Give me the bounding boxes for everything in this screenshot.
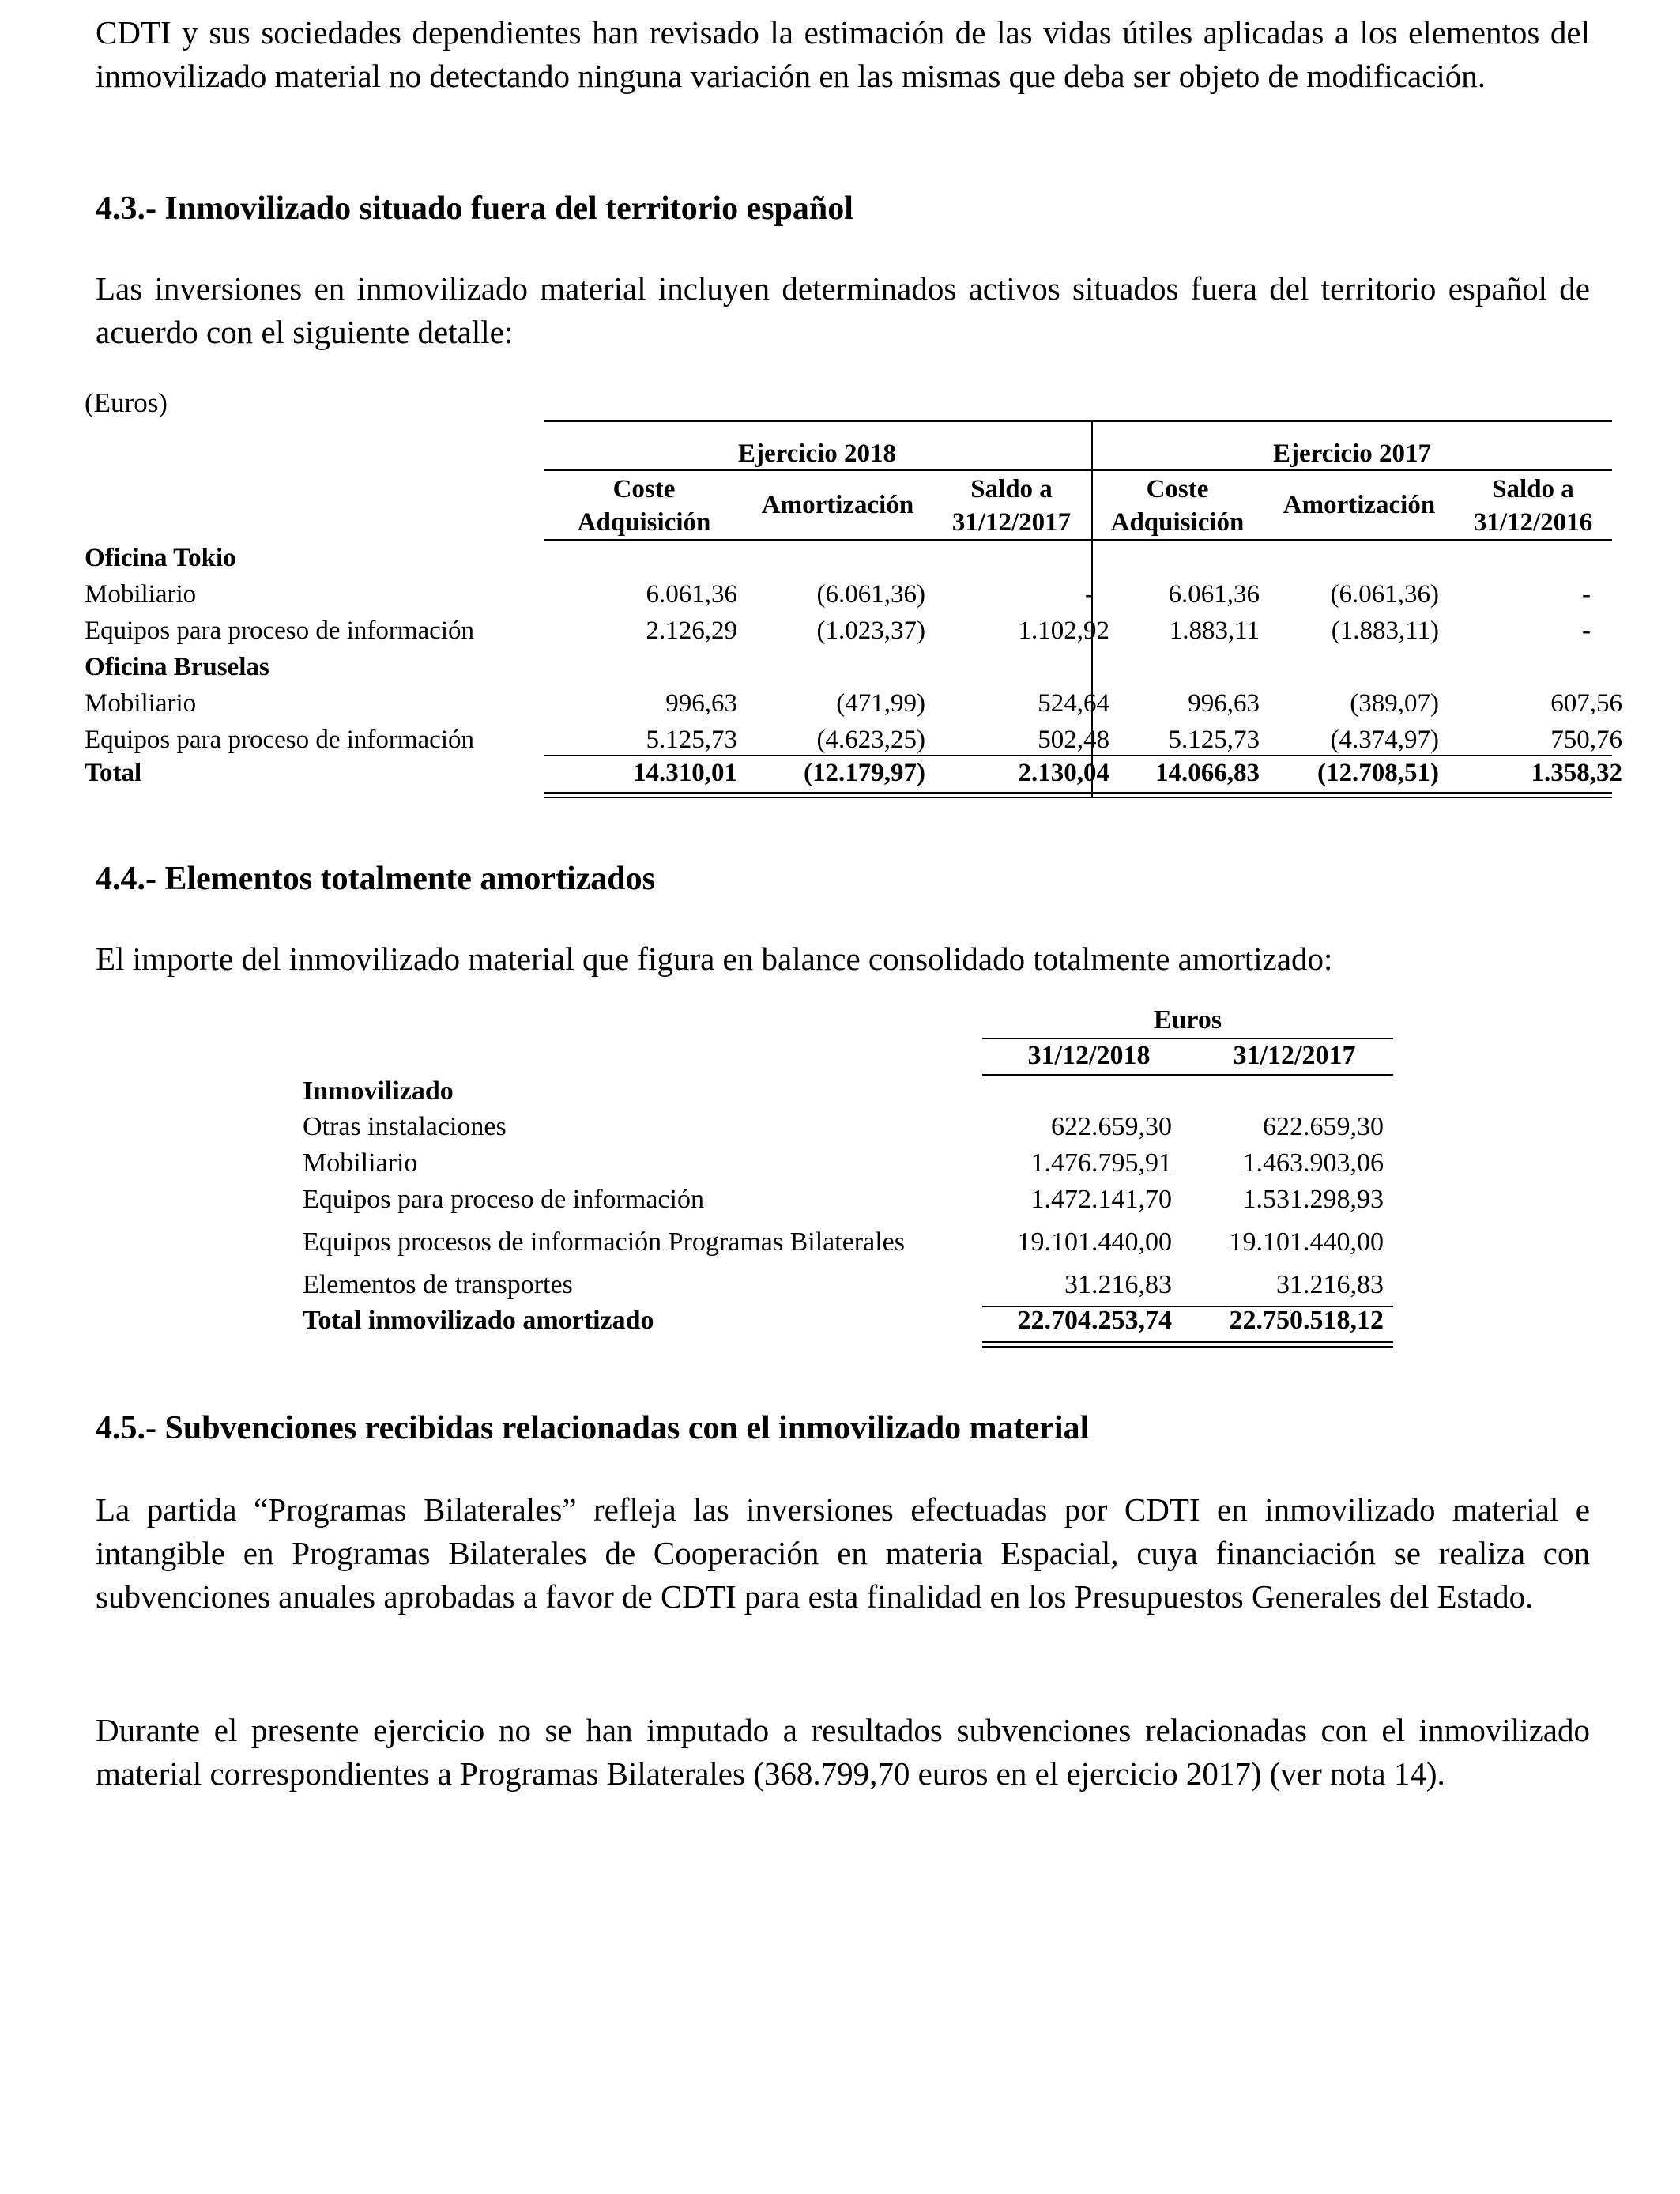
cell-value: 5.125,73 xyxy=(646,726,737,754)
group-header-2018: Ejercicio 2018 xyxy=(737,439,897,468)
cell-value: 1.102,92 xyxy=(1018,616,1109,645)
total-value-2018: 22.704.253,74 xyxy=(1017,1306,1172,1335)
total-double-rule-2 xyxy=(982,1346,1393,1348)
cell-value: 2.130,04 xyxy=(1018,759,1109,787)
heading-4-5: 4.5.- Subvenciones recibidas relacionadas con el inmovilizado material xyxy=(96,1410,1090,1446)
col-header-line: Coste xyxy=(612,475,676,503)
col-header-line: Adquisición xyxy=(1110,508,1245,537)
cell-value: 5.125,73 xyxy=(1168,726,1260,754)
cell-value-2018: 19.101.440,00 xyxy=(1017,1227,1172,1257)
cell-value-2017: 1.463.903,06 xyxy=(1242,1148,1384,1178)
cell-value: - xyxy=(1582,616,1591,645)
col-header-coste-2017 xyxy=(1098,473,1256,539)
row-label: Equipos para proceso de información xyxy=(303,1185,704,1214)
cell-value-2017: 31.216,83 xyxy=(1276,1270,1384,1299)
cell-value-2018: 1.476.795,91 xyxy=(1030,1148,1172,1178)
total-value-2017: 22.750.518,12 xyxy=(1229,1306,1384,1335)
total-label: Total inmovilizado amortizado xyxy=(303,1306,654,1335)
cell-value: 1.358,32 xyxy=(1531,759,1622,787)
row-label: Otras instalaciones xyxy=(303,1112,507,1141)
col-header-amort-2018: Amortización xyxy=(761,491,914,519)
cell-value: 6.061,36 xyxy=(1168,580,1260,609)
table-unit-label: (Euros) xyxy=(85,387,168,418)
euros-header: Euros xyxy=(1153,1005,1222,1035)
cell-value: 996,63 xyxy=(1188,689,1260,718)
row-label: Total xyxy=(85,759,142,787)
col-header-line: Saldo a xyxy=(1492,475,1574,503)
cell-value-2018: 622.659,30 xyxy=(1051,1112,1172,1141)
cell-value: 607,56 xyxy=(1550,689,1622,718)
cell-value: (4.374,97) xyxy=(1330,726,1439,754)
cell-value: (6.061,36) xyxy=(816,580,925,609)
cell-value: (1.023,37) xyxy=(816,616,925,645)
cell-value: 6.061,36 xyxy=(646,580,737,609)
table-top-rule xyxy=(544,420,1612,422)
heading-4-3: 4.3.- Inmovilizado situado fuera del territorio español xyxy=(96,190,853,227)
cell-value: 14.310,01 xyxy=(633,759,737,787)
group-header-2017: Ejercicio 2017 xyxy=(1272,439,1432,468)
col-header-line: 31/12/2016 xyxy=(1473,508,1593,537)
col-header-2017: 31/12/2017 xyxy=(1233,1041,1356,1070)
cell-value: (12.708,51) xyxy=(1317,759,1439,787)
intro-paragraph: CDTI y sus sociedades dependientes han revisado la estimación de las vidas útiles aplicadas a los elementos del inmovilizado material no detectando ninguna variación en las mismas que deba ser objeto de modificación. xyxy=(96,14,1590,94)
col-header-saldo-2018 xyxy=(932,473,1090,539)
col-header-coste-2018 xyxy=(553,473,735,539)
cell-value-2017: 19.101.440,00 xyxy=(1229,1227,1384,1257)
cell-value: (12.179,97) xyxy=(804,759,925,787)
group-label-inmovilizado: Inmovilizado xyxy=(303,1076,454,1106)
total-top-rule xyxy=(544,755,1612,756)
cell-value: 524,64 xyxy=(1038,689,1109,718)
col-header-2018: 31/12/2018 xyxy=(1027,1041,1151,1070)
cell-value: - xyxy=(1085,580,1094,609)
row-label: Mobiliario xyxy=(85,689,197,718)
cell-value: (1.883,11) xyxy=(1331,616,1439,645)
cell-value: 14.066,83 xyxy=(1155,759,1260,787)
cell-value: - xyxy=(1582,580,1591,609)
cell-value: (471,99) xyxy=(836,689,925,718)
paragraph-4-3: Las inversiones en inmovilizado material incluyen determinados activos situados fuera del territorio español de acuerdo con el siguiente detalle: xyxy=(96,270,1590,350)
cell-value-2018: 31.216,83 xyxy=(1064,1270,1172,1299)
cell-value: 1.883,11 xyxy=(1169,616,1260,645)
col-header-rule xyxy=(982,1074,1393,1076)
cell-value: 2.126,29 xyxy=(646,616,737,645)
cell-value: (4.623,25) xyxy=(816,726,925,754)
cell-value-2017: 1.531.298,93 xyxy=(1242,1185,1384,1214)
row-label: Equipos para proceso de información xyxy=(85,616,475,645)
row-label: Equipos procesos de información Programas Bilaterales xyxy=(303,1227,905,1257)
row-label: Oficina Tokio xyxy=(85,544,236,572)
cell-value-2018: 1.472.141,70 xyxy=(1030,1185,1172,1214)
paragraph-4-5-b: Durante el presente ejercicio no se han imputado a resultados subvenciones relacionadas con el inmovilizado material correspondientes a Programas Bilaterales (368.799,70 euros en el ejercicio 2017) (ver nota 14). xyxy=(96,1712,1590,1792)
total-double-rule-1 xyxy=(982,1341,1393,1343)
paragraph-4-4: El importe del inmovilizado material que figura en balance consolidado totalmente amortizado: xyxy=(96,941,1333,977)
cell-value: (6.061,36) xyxy=(1330,580,1439,609)
row-label: Equipos para proceso de información xyxy=(85,726,475,754)
row-label: Oficina Bruselas xyxy=(85,653,269,681)
col-header-line: Adquisición xyxy=(577,508,711,537)
cell-value: 996,63 xyxy=(665,689,737,718)
row-label: Mobiliario xyxy=(85,580,197,609)
col-header-amort-2017: Amortización xyxy=(1283,491,1436,519)
col-header-line: Coste xyxy=(1146,475,1209,503)
col-header-line: 31/12/2017 xyxy=(951,508,1072,537)
total-double-rule-1 xyxy=(544,792,1612,794)
row-label: Elementos de transportes xyxy=(303,1270,573,1299)
cell-value-2017: 622.659,30 xyxy=(1263,1112,1384,1141)
cell-value: 750,76 xyxy=(1550,726,1622,754)
paragraph-4-5-a: La partida “Programas Bilaterales” refleja las inversiones efectuadas por CDTI en inmovilizado material e intangible en Programas Bilaterales de Cooperación en materia Espacial, cuya financiación se realiza con subvenciones anuales aprobadas a favor de CDTI para esta finalidad en los Presupuestos Generales del Estado. xyxy=(96,1491,1590,1615)
col-header-saldo-2017 xyxy=(1454,473,1612,539)
cell-value: 502,48 xyxy=(1038,726,1109,754)
col-header-line: Saldo a xyxy=(970,475,1053,503)
total-double-rule-2 xyxy=(544,797,1612,798)
cell-value: (389,07) xyxy=(1350,689,1439,718)
row-label: Mobiliario xyxy=(303,1148,418,1178)
heading-4-4: 4.4.- Elementos totalmente amortizados xyxy=(96,861,656,897)
column-header-rule xyxy=(544,539,1612,541)
